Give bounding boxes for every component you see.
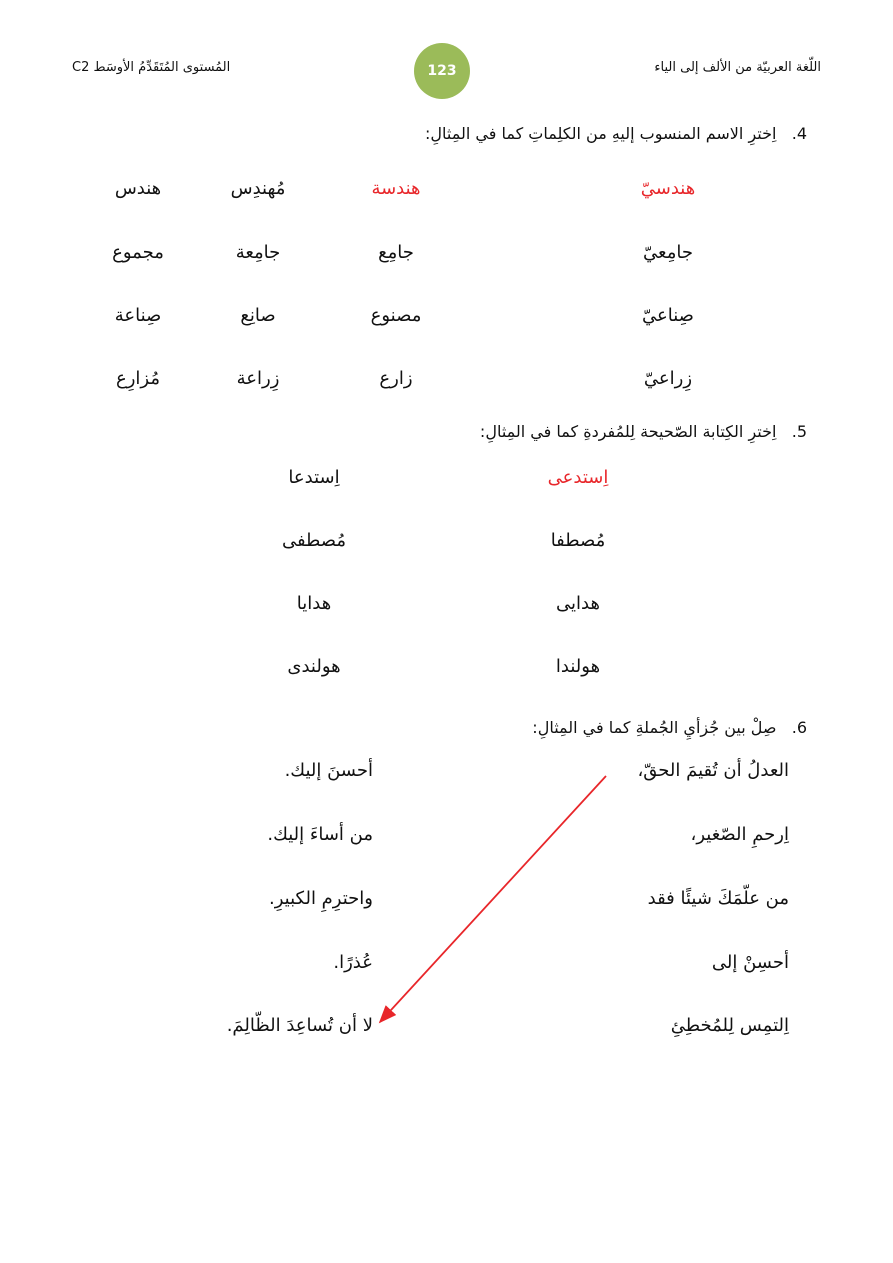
- q6-left-part: لا أن تُساعِدَ الظّالِمَ.: [226, 1015, 373, 1036]
- q4-option: هندسة: [371, 178, 421, 199]
- q5-option-a: مُصطفا: [550, 530, 606, 551]
- q6-left-part: واحترِمِ الكبيرِ.: [269, 888, 373, 909]
- header-right-title: اللّغة العربيّة من الألف إلى الياء: [654, 60, 821, 75]
- q4-option: مُهندِس: [230, 178, 286, 199]
- q5-option-b: هولندى: [287, 656, 341, 677]
- q4-option: جامِع: [378, 242, 414, 263]
- q4-answer: جامِعيّ: [643, 242, 693, 263]
- q4-option: صِناعة: [114, 305, 162, 326]
- q4-option: زِراعة: [236, 368, 280, 389]
- q6-left-part: من أساءَ إليك.: [267, 824, 373, 845]
- q4-answer: هندسيّ: [640, 178, 696, 199]
- q4-instruction-text: اِخترِ الاسم المنسوب إليهِ من الكلِماتِ كما في المِثالِ:: [425, 124, 777, 143]
- q6-number: 6.: [791, 718, 807, 737]
- header-left-title: المُستوى المُتَقَدِّمُ الأوسَط C2: [72, 60, 231, 75]
- q6-right-part: من علّمَكَ شيئًا فقد: [647, 888, 789, 909]
- q6-instruction-text: صِلْ بين جُزأيِ الجُملةِ كما في المِثالِ:: [532, 718, 777, 737]
- q5-instruction-text: اِخترِ الكِتابة الصّحيحة لِلمُفردةِ كما في المِثالِ:: [479, 422, 777, 441]
- q4-answer: صِناعيّ: [642, 305, 694, 326]
- q4-option: صانِع: [240, 305, 276, 326]
- q4-option: هندس: [114, 178, 162, 199]
- q6-left-part: عُذرًا.: [333, 952, 373, 973]
- q4-option: جامِعة: [235, 242, 281, 263]
- q6-right-part: أحسِنْ إلى: [711, 952, 789, 973]
- q4-option: زارع: [379, 368, 413, 389]
- q4-option: مُزارِع: [115, 368, 160, 389]
- q4-answer: زِراعيّ: [643, 368, 693, 389]
- q5-option-a: هولندا: [555, 656, 601, 677]
- q6-right-part: اِلتمِس لِلمُخطِئِ: [670, 1015, 789, 1036]
- q5-number: 5.: [791, 422, 807, 441]
- q4-option: مجموع: [112, 242, 164, 263]
- q5-option-b: اِستدعا: [288, 467, 340, 488]
- q4-option: مصنوع: [370, 305, 422, 326]
- q4-number: 4.: [791, 124, 807, 143]
- q6-right-part: اِرحمِ الصّغير،: [690, 824, 789, 845]
- page-number-badge: 123: [414, 43, 470, 99]
- q5-option-b: مُصطفى: [281, 530, 347, 551]
- q6-right-part: العدلُ أن تُقيمَ الحقّ،: [637, 760, 789, 781]
- q6-left-part: أحسنَ إليك.: [284, 760, 373, 781]
- q5-option-b: هدايا: [296, 593, 332, 614]
- q5-option-a: هدايى: [556, 593, 600, 614]
- q5-option-a: اِستدعى: [547, 467, 609, 488]
